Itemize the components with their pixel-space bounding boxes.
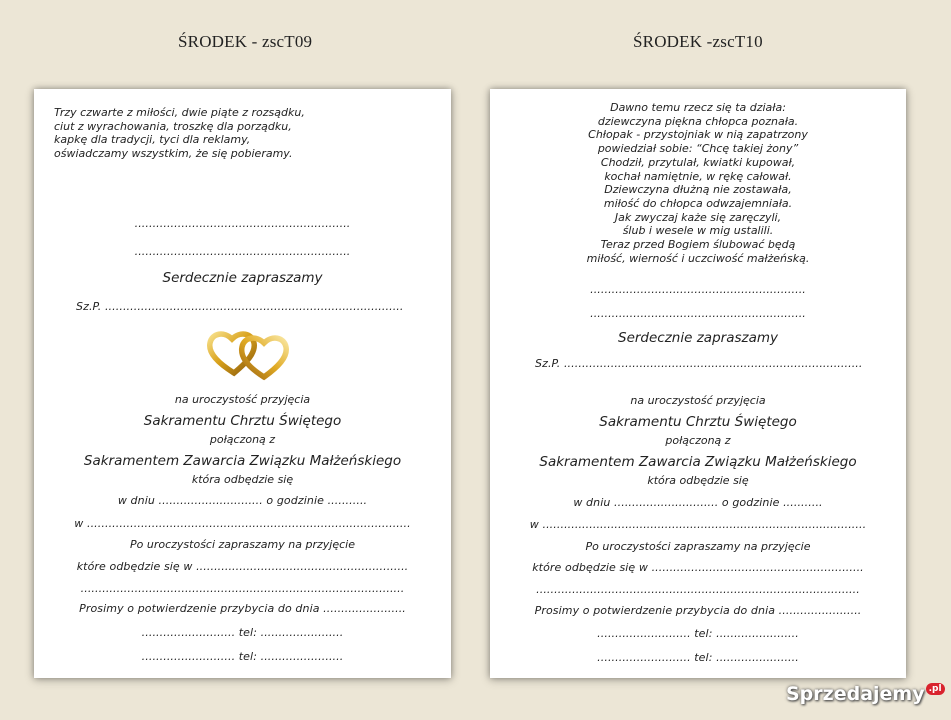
phone-line-2: .......................... tel: .......................: [597, 651, 799, 664]
when-intro: która odbędzie się: [647, 474, 749, 487]
date-time-line: w dniu ............................. o godzinie ...........: [573, 496, 823, 509]
place-line: w ..........................................................................................: [529, 518, 867, 531]
reception-line: Po uroczystości zapraszamy na przyjęcie: [130, 538, 355, 551]
sacrament-marriage: Sakramentem Zawarcia Związku Małżeńskiego: [83, 453, 402, 469]
watermark-text: Sprzedajemy: [786, 683, 925, 705]
poem-line: powiedział sobie: “Chcę takiej żony”: [597, 142, 799, 156]
names-line-2: ............................................................: [134, 245, 351, 258]
reception-place-line: które odbędzie się w ...........................................................: [76, 560, 409, 573]
poem-line: Dawno temu rzecz się ta działa:: [610, 101, 786, 114]
phone-line-2: .......................... tel: .......................: [141, 650, 344, 663]
poem-line: ciut z wyrachowania, troszkę dla porządku,: [54, 119, 292, 133]
reception-place-line: które odbędzie się w ...........................................................: [532, 561, 864, 574]
names-line-1: ............................................................: [590, 283, 806, 296]
poem-line: Dziewczyna dłużną nie zostawała,: [604, 183, 792, 197]
poem-right: [490, 101, 906, 265]
watermark-logo: [786, 683, 945, 705]
invite-heading: Serdecznie zapraszamy: [618, 330, 778, 346]
reception-line: Po uroczystości zapraszamy na przyjęcie: [585, 540, 811, 553]
poem-line: miłość do chłopca odwzajemniała.: [603, 196, 793, 210]
guest-line: Sz.P. ...................................................................................: [76, 300, 404, 313]
poem-line: Chodził, przytulał, kwiatki kupował,: [600, 155, 796, 169]
phone-line-1: .......................... tel: .......................: [141, 626, 344, 639]
sacrament-baptism: Sakramentu Chrztu Świętego: [143, 413, 342, 429]
poem-line: kapkę dla tradycji, tyci dla reklamy,: [54, 133, 251, 147]
poem-line: ślub i wesele w mig ustalili.: [622, 224, 774, 238]
combined-with: połączoną z: [665, 434, 731, 447]
occasion-line: na uroczystość przyjęcia: [630, 394, 766, 407]
invitation-card-left: [34, 89, 451, 678]
rsvp-line: Prosimy o potwierdzenie przybycia do dnia .......................: [534, 604, 862, 617]
poem-line: Trzy czwarte z miłości, dwie piąte z rozsądku,: [54, 106, 305, 119]
names-line-1: ............................................................: [134, 217, 351, 230]
blank-line: ..........................................................................................: [536, 583, 860, 596]
names-line-2: ............................................................: [590, 307, 806, 320]
heading-right: ŚRODEK -zscT10: [633, 32, 763, 51]
sacrament-baptism: Sakramentu Chrztu Świętego: [599, 414, 797, 430]
combined-with: połączoną z: [209, 433, 276, 446]
poem-left: [54, 106, 424, 160]
poem-line: Teraz przed Bogiem ślubować będą: [600, 238, 796, 252]
date-time-line: w dniu ............................. o godzinie ...........: [117, 494, 368, 507]
poem-line: kochał namiętnie, w rękę całował.: [604, 169, 792, 183]
watermark-suffix: .pl: [926, 683, 945, 695]
blank-line: ..........................................................................................: [80, 582, 405, 595]
invitation-card-right: [490, 89, 906, 678]
poem-line: Jak zwyczaj każe się zaręczyli,: [614, 210, 782, 224]
rsvp-line: Prosimy o potwierdzenie przybycia do dnia .......................: [79, 602, 406, 615]
guest-line: Sz.P. ...................................................................................: [535, 357, 863, 370]
sacrament-marriage: Sakramentem Zawarcia Związku Małżeńskiego: [539, 454, 857, 470]
poem-line: miłość, wierność i uczciwość małżeńską.: [586, 251, 810, 265]
occasion-line: na uroczystość przyjęcia: [174, 393, 311, 406]
when-intro: która odbędzie się: [191, 473, 294, 486]
wedding-rings-icon: [204, 329, 296, 381]
poem-line: oświadczamy wszystkim, że się pobieramy.: [54, 146, 293, 160]
phone-line-1: .......................... tel: .......................: [597, 627, 799, 640]
poem-line: Chłopak - przystojniak w nią zapatrzony: [588, 128, 808, 142]
invite-heading: Serdecznie zapraszamy: [162, 270, 323, 286]
heading-left: ŚRODEK - zscT09: [178, 32, 313, 51]
poem-line: dziewczyna piękna chłopca poznała.: [597, 114, 799, 128]
place-line: w ..........................................................................................: [74, 517, 411, 530]
